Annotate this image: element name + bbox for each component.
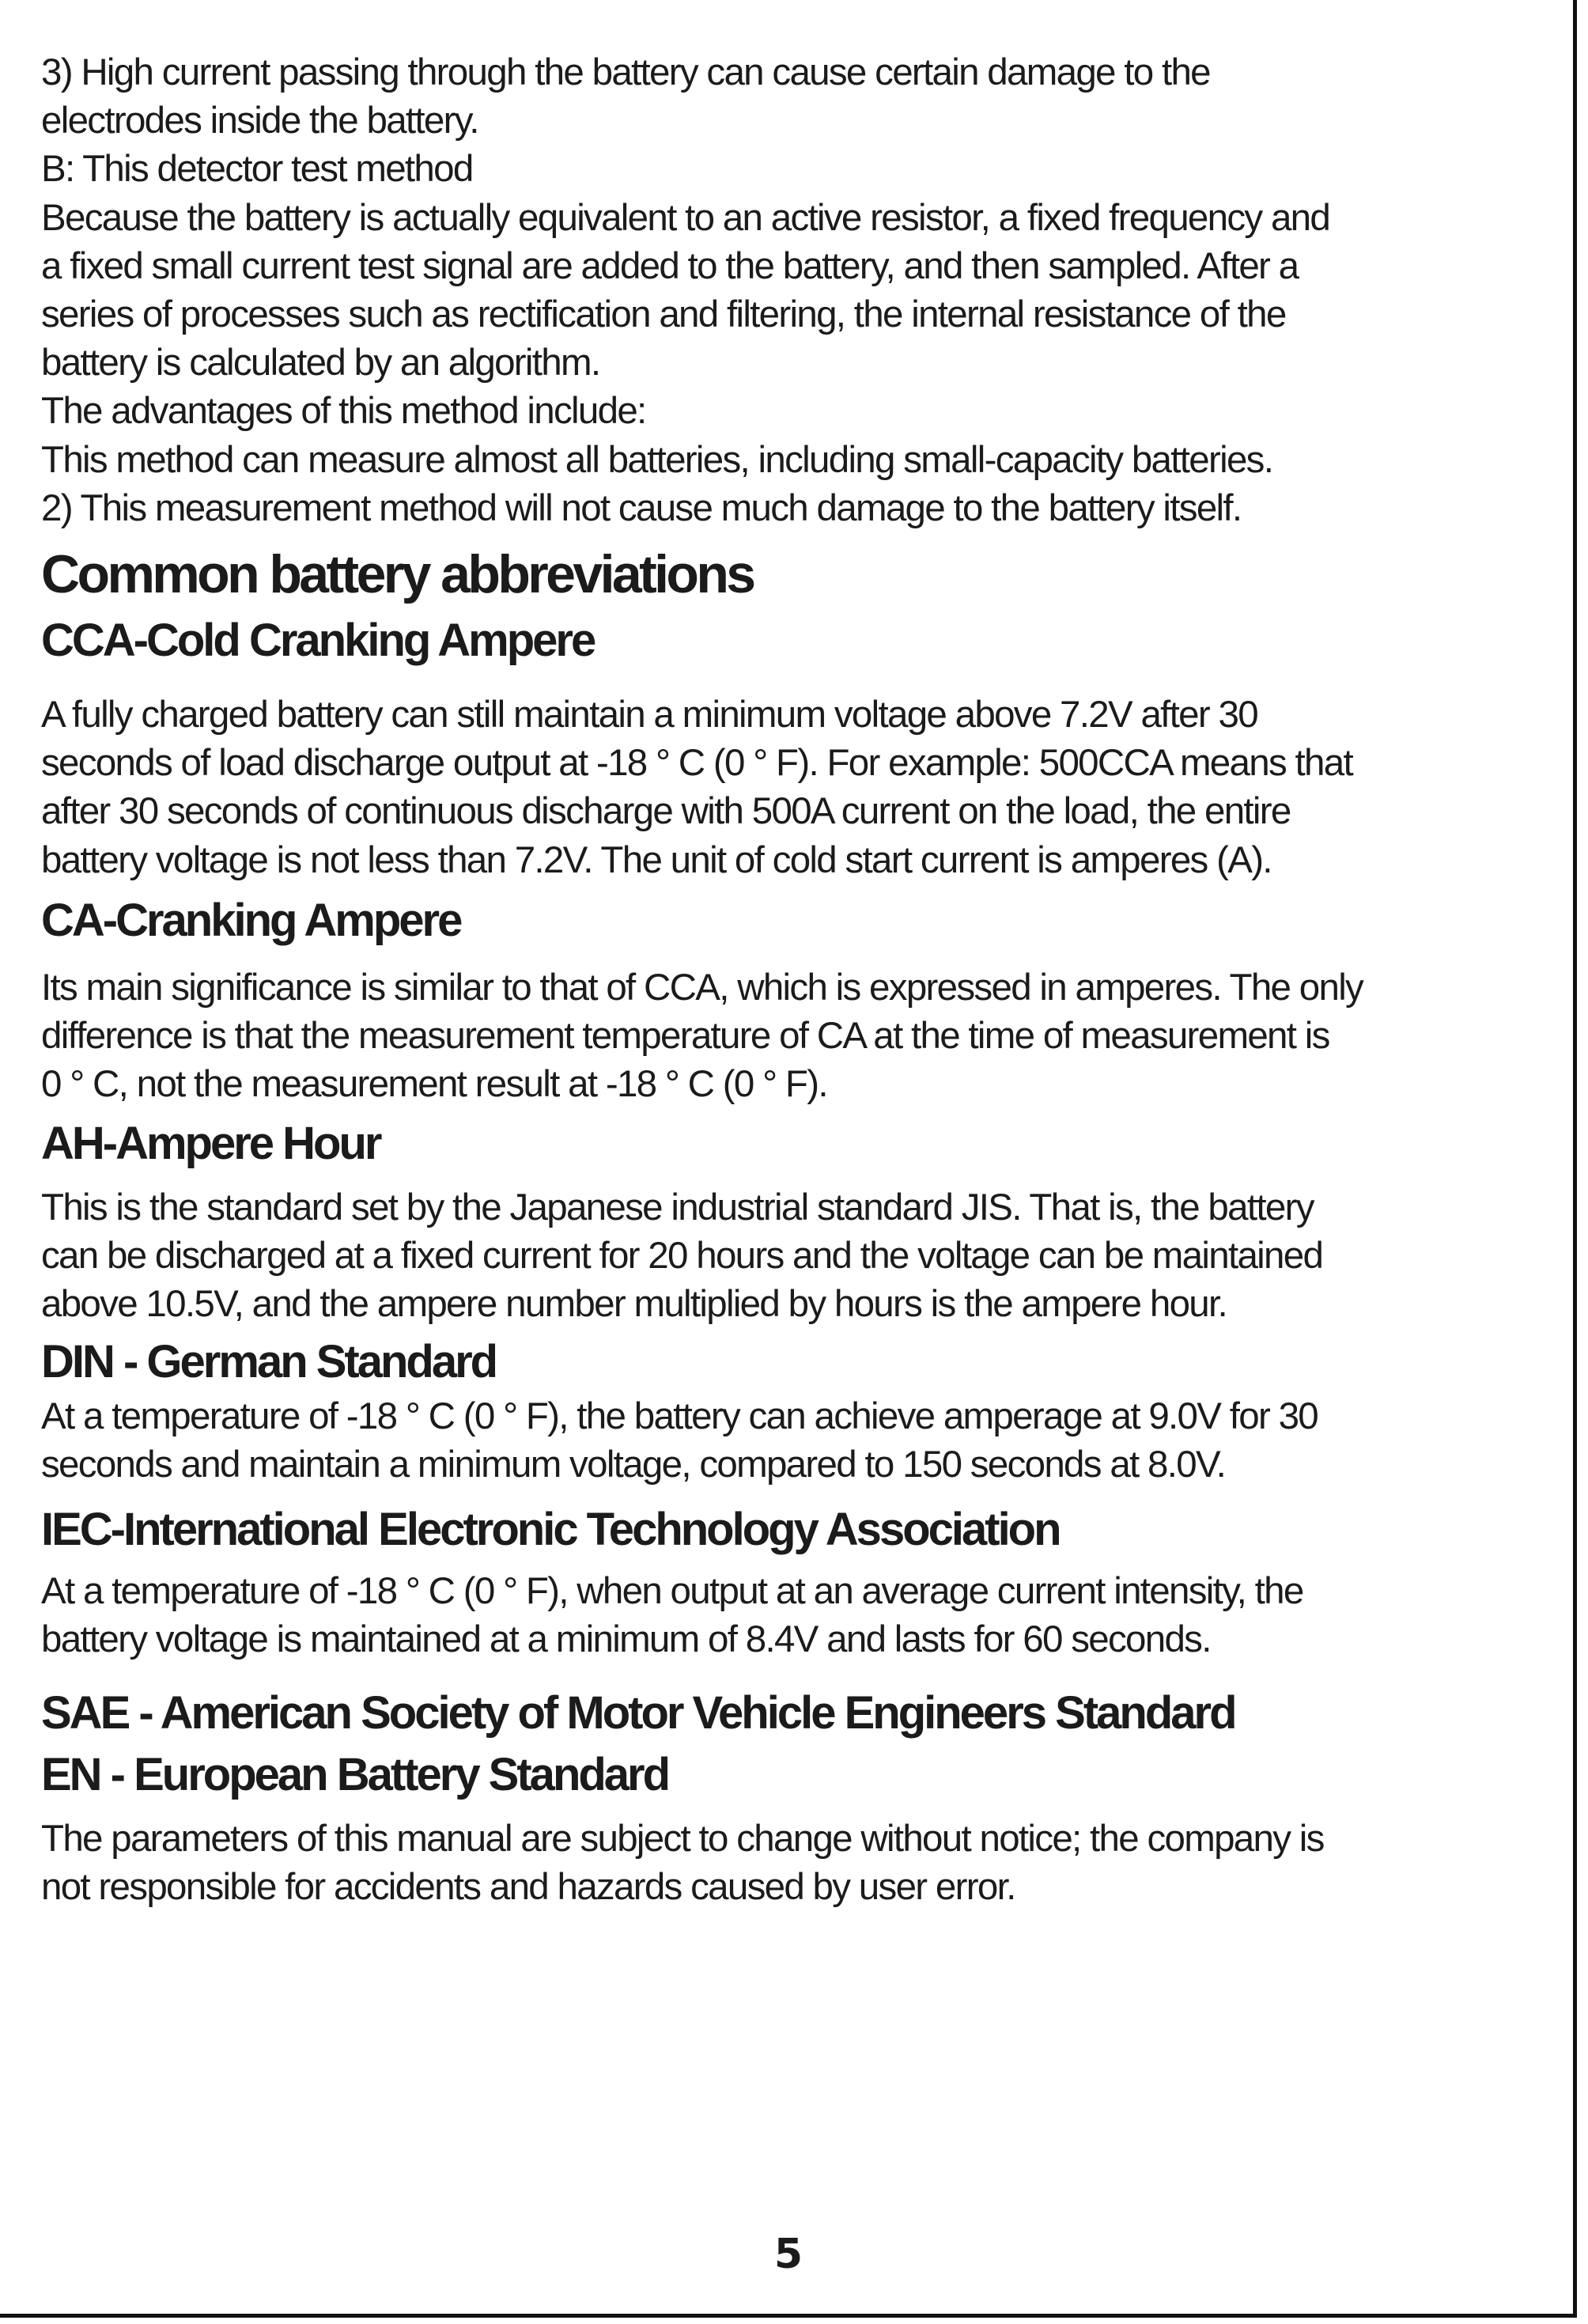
text-line: electrodes inside the battery. — [41, 100, 478, 142]
din-heading-block — [41, 1332, 496, 1392]
ah-heading-block — [41, 1114, 380, 1174]
text-line: This is the standard set by the Japanese industrial standard JIS. That is, the battery — [41, 1187, 1314, 1228]
iec-text — [41, 1567, 1303, 1664]
ca-heading-block — [41, 891, 460, 951]
ca-heading: CA-Cranking Ampere — [41, 895, 461, 946]
text-line: battery voltage is maintained at a minimum of 8.4V and lasts for 60 seconds. — [41, 1618, 1211, 1661]
ah-text — [41, 1183, 1322, 1329]
text-line: can be discharged at a fixed current for 20 hours and the voltage can be maintained — [41, 1235, 1323, 1277]
text-line: battery is calculated by an algorithm. — [41, 342, 600, 384]
text-line: Because the battery is actually equivalent to an active resistor, a fixed frequency and — [41, 196, 1330, 239]
cca-text — [41, 691, 1352, 884]
text-line: Its main significance is similar to that of CCA, which is expressed in amperes. The only — [41, 967, 1363, 1009]
text-line: seconds of load discharge output at -18 ° C (0 ° F). For example: 500CCA means that — [41, 742, 1352, 785]
text-line: The advantages of this method include: — [41, 390, 646, 433]
text-line: B: This detector test method — [41, 148, 473, 191]
text-line: seconds and maintain a minimum voltage, compared to 150 seconds at 8.0V. — [41, 1444, 1226, 1486]
en-text — [41, 1815, 1324, 1911]
text-line: A fully charged battery can still maintain a minimum voltage above 7.2V after 30 — [41, 694, 1257, 736]
section-title: Common battery abbreviations — [41, 544, 754, 604]
text-line: difference is that the measurement temperature of CA at the time of measurement is — [41, 1015, 1329, 1058]
page-number: 5 — [773, 2231, 803, 2278]
din-text — [41, 1392, 1318, 1489]
cca-heading: CCA-Cold Cranking Ampere — [41, 615, 595, 666]
text-line: At a temperature of -18 ° C (0 ° F), the battery can achieve amperage at 9.0V for 30 — [41, 1395, 1318, 1437]
text-line: after 30 seconds of continuous discharge with 500A current on the load, the entire — [41, 790, 1291, 833]
intro-text — [41, 48, 1329, 532]
page-border-right — [1573, 0, 1577, 2318]
text-line: 2) This measurement method will not cause much damage to the battery itself. — [41, 486, 1242, 529]
sae-heading-block — [41, 1683, 1235, 1805]
ca-text — [41, 963, 1363, 1109]
iec-heading: IEC-International Electronic Technology Association — [41, 1504, 1060, 1555]
text-line: battery voltage is not less than 7.2V. The unit of cold start current is amperes (A). — [41, 838, 1272, 881]
text-line: The parameters of this manual are subject to change without notice; the company is — [41, 1818, 1324, 1860]
page-border-bottom — [0, 2314, 1577, 2318]
text-line: At a temperature of -18 ° C (0 ° F), when output at an average current intensity, the — [41, 1570, 1303, 1612]
text-line: a fixed small current test signal are added to the battery, and then sampled. After a — [41, 244, 1299, 287]
din-heading: DIN - German Standard — [41, 1336, 497, 1387]
en-heading: EN - European Battery Standard — [41, 1749, 669, 1800]
text-line: not responsible for accidents and hazards caused by user error. — [41, 1866, 1015, 1909]
iec-heading-block — [41, 1500, 1060, 1560]
text-line: 0 ° C, not the measurement result at -18 ° C (0 ° F). — [41, 1063, 827, 1106]
text-line: This method can measure almost all batteries, including small-capacity batteries. — [41, 438, 1273, 481]
cca-heading-block — [41, 611, 594, 671]
text-line: series of processes such as rectification and filtering, the internal resistance of the — [41, 293, 1286, 336]
section-title-block — [41, 541, 754, 607]
ah-heading: AH-Ampere Hour — [41, 1118, 380, 1169]
text-line: above 10.5V, and the ampere number multiplied by hours is the ampere hour. — [41, 1283, 1227, 1326]
text-line: 3) High current passing through the battery can cause certain damage to the — [41, 51, 1210, 93]
sae-heading: SAE - American Society of Motor Vehicle Engineers Standard — [41, 1687, 1235, 1739]
